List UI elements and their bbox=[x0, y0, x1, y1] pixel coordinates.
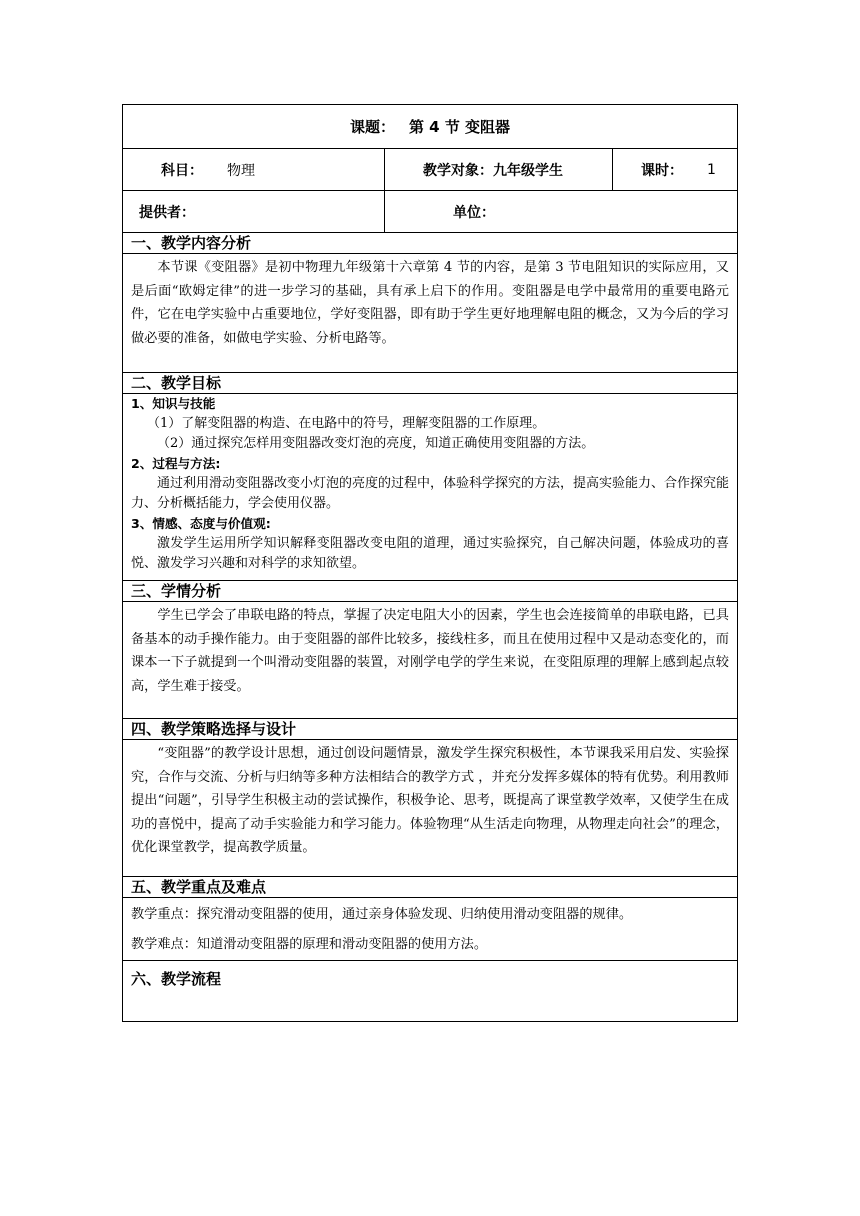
audience-cell bbox=[385, 149, 613, 190]
subject-value: 物理 bbox=[227, 162, 255, 179]
section-content-analysis bbox=[123, 233, 737, 373]
paragraph: “变阻器”的教学设计思想，通过创设问题情景，激发学生探究积极性，本节课我采用启发、实验探究，合作与交流、分析与归纳等多种方法相结合的教学方式 ，并充分发挥多媒体的特有优势。利用教师提出“问题”，引导学生积极主动的尝试操作，积极争论、思考，既提高了课堂教学效率，又使学生在成功的喜悦中，提高了动手实验能力和学习能力。体验物理“从生活走向物理，从物理走向社会”的理念，优化课堂教学，提高教学质量。 bbox=[131, 746, 729, 855]
section-title: 四、教学策略选择与设计 bbox=[123, 719, 737, 740]
section-teaching-goals bbox=[123, 373, 737, 581]
goal-item: （1）了解变阻器的构造、在电路中的符号，理解变阻器的工作原理。 bbox=[147, 416, 546, 431]
meta-row bbox=[123, 149, 737, 191]
section-key-points bbox=[123, 877, 737, 961]
provider-row bbox=[123, 191, 737, 233]
section-body bbox=[123, 394, 737, 574]
goal-subheading: 1、知识与技能 bbox=[131, 396, 216, 411]
topic-value: 第 4 节 变阻器 bbox=[408, 118, 511, 136]
unit-label: 单位： bbox=[453, 204, 495, 221]
hours-label: 课时： bbox=[641, 162, 683, 179]
section-body bbox=[123, 898, 737, 956]
difficulty-text: 教学难点：知道滑动变阻器的原理和滑动变阻器的使用方法。 bbox=[131, 937, 488, 952]
lesson-plan-table bbox=[122, 104, 738, 1022]
unit-cell bbox=[385, 191, 737, 232]
hours-value: 1 bbox=[707, 161, 716, 178]
section-learner-analysis bbox=[123, 581, 737, 719]
audience-value: 九年级学生 bbox=[493, 162, 563, 179]
goal-item: （2）通过探究怎样用变阻器改变灯泡的亮度，知道正确使用变阻器的方法。 bbox=[157, 436, 595, 451]
section-title: 一、教学内容分析 bbox=[123, 233, 737, 254]
section-body bbox=[123, 602, 737, 698]
section-title: 六、教学流程 bbox=[131, 970, 222, 988]
subject-label: 科目： bbox=[161, 162, 203, 179]
provider-cell bbox=[123, 191, 385, 232]
provider-label: 提供者： bbox=[139, 204, 195, 221]
goal-item: 激发学生运用所学知识解释变阻器改变电阻的道理，通过实验探究，自己解决问题，体验成功的喜悦、激发学习兴趣和对科学的求知欲望。 bbox=[131, 536, 729, 571]
section-title: 五、教学重点及难点 bbox=[123, 877, 737, 898]
section-body bbox=[123, 740, 737, 860]
subject-cell bbox=[123, 149, 385, 190]
section-teaching-flow bbox=[123, 961, 737, 1021]
topic-label: 课题： bbox=[349, 118, 395, 136]
section-strategy bbox=[123, 719, 737, 877]
paragraph: 学生已学会了串联电路的特点，掌握了决定电阻大小的因素，学生也会连接简单的串联电路，已具备基本的动手操作能力。由于变阻器的部件比较多，接线柱多，而且在使用过程中又是动态变化的，而课本一下子就提到一个叫滑动变阻器的装置，对刚学电学的学生来说，在变阻原理的理解上感到起点较高，学生难于接受。 bbox=[131, 608, 729, 694]
key-point-text: 教学重点：探究滑动变阻器的使用，通过亲身体验发现、归纳使用滑动变阻器的规律。 bbox=[131, 907, 633, 922]
section-title: 二、教学目标 bbox=[123, 373, 737, 394]
audience-label: 教学对象： bbox=[423, 162, 493, 179]
topic-row bbox=[123, 105, 737, 149]
goal-subheading: 3、情感、态度与价值观: bbox=[131, 516, 271, 531]
hours-cell bbox=[613, 149, 737, 190]
paragraph: 本节课《变阻器》是初中物理九年级第十六章第 4 节的内容，是第 3 节电阻知识的实际应用，又是后面“欧姆定律”的进一步学习的基础，具有承上启下的作用。变阻器是电学中最常用的重要电路元件，它在电学实验中占重要地位，学好变阻器，即有助于学生更好地理解电阻的概念，又为今后的学习做必要的准备，如做电学实验、分析电路等。 bbox=[131, 260, 729, 346]
goal-subheading: 2、过程与方法: bbox=[131, 456, 221, 471]
section-title: 三、学情分析 bbox=[123, 581, 737, 602]
goal-item: 通过利用滑动变阻器改变小灯泡的亮度的过程中，体验科学探究的方法，提高实验能力、合作探究能力、分析概括能力，学会使用仪器。 bbox=[131, 476, 730, 511]
section-body bbox=[123, 254, 737, 350]
